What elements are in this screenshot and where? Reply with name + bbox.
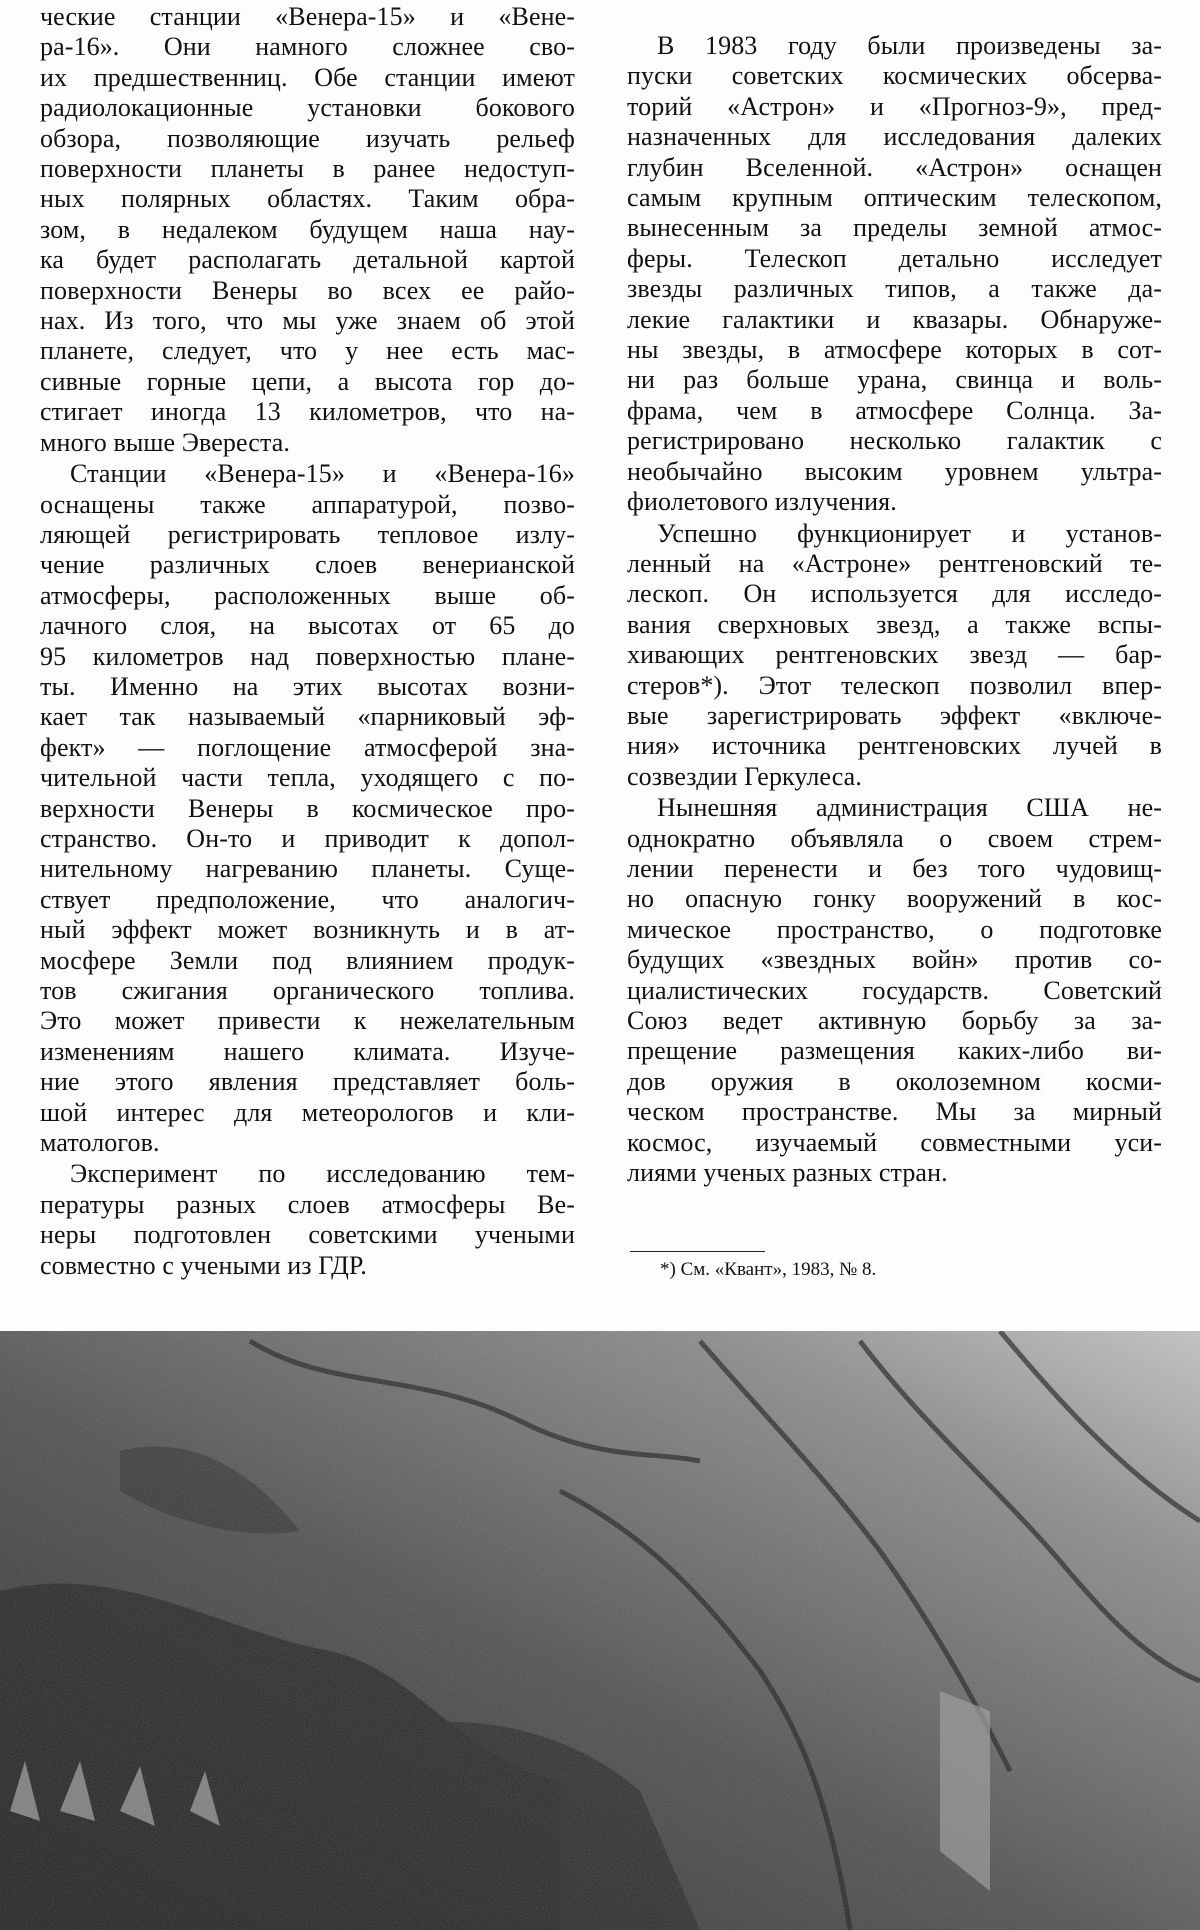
text-line: пературы разных слоев атмосферы Ве-: [40, 1189, 575, 1219]
text-line: однократно объявляла о своем стрем-: [627, 823, 1162, 853]
text-line: ный эффект может возникнуть и в ат-: [40, 915, 575, 945]
paragraph: [627, 31, 1162, 518]
text-line: нах. Из того, что мы уже знаем об этой: [40, 306, 575, 336]
text-line: стеров*). Этот телескоп позволил впер-: [627, 670, 1162, 700]
text-line: ни раз больше урана, свинца и воль-: [627, 365, 1162, 395]
text-line: циалистических государств. Советский: [627, 975, 1162, 1005]
text-line: глубин Вселенной. «Астрон» оснащен: [627, 152, 1162, 182]
paragraph: [40, 1159, 575, 1281]
text-line: 95 километров над поверхностью плане-: [40, 641, 575, 671]
text-line: изменениям нашего климата. Изуче-: [40, 1036, 575, 1066]
text-line: ствует предположение, что аналогич-: [40, 884, 575, 914]
text-line: ных полярных областях. Таким обра-: [40, 184, 575, 214]
text-line: ты. Именно на этих высотах возни-: [40, 671, 575, 701]
text-line: тов сжигания органического топлива.: [40, 976, 575, 1005]
text-line: Нынешняя администрация США не-: [657, 793, 1162, 823]
text-line: прещение размещения каких-либо ви-: [627, 1036, 1162, 1066]
text-line: много выше Эвереста.: [40, 427, 290, 457]
text-line: вынесенным за пределы земной атмос-: [627, 213, 1162, 243]
text-line: фиолетового излучения.: [627, 487, 897, 517]
text-line: Союз ведет активную борьбу за за-: [627, 1006, 1162, 1035]
paragraph: [40, 2, 575, 458]
text-line: феры. Телескоп детально исследует: [627, 243, 1162, 273]
text-line: ческом пространстве. Мы за мирный: [627, 1097, 1162, 1127]
text-line: лескоп. Он используется для исследо-: [627, 579, 1162, 609]
text-column-right: [627, 31, 1162, 1189]
text-line: ческие станции «Венера-15» и «Вене-: [40, 2, 575, 31]
text-line: вания сверхновых звезд, а также вспы-: [627, 609, 1162, 639]
paragraph: [627, 519, 1162, 793]
text-line: сивные горные цепи, а высота гор до-: [40, 366, 575, 396]
venus-surface-radar-photo: [0, 1331, 1200, 1930]
text-line: созвездии Геркулеса.: [627, 761, 862, 791]
text-line: лекие галактики и квазары. Обнаруже-: [627, 304, 1162, 334]
text-line: лиями ученых разных стран.: [627, 1158, 948, 1188]
text-line: ние этого явления представляет боль-: [40, 1067, 575, 1097]
text-line: планете, следует, что у нее есть мас-: [40, 336, 575, 366]
text-line: чение различных слоев венерианской: [40, 550, 575, 580]
footnote: *) См. «Квант», 1983, № 8.: [660, 1259, 877, 1280]
text-line: странство. Он-то и приводит к допол-: [40, 823, 575, 853]
text-line: Успешно функционирует и установ-: [657, 518, 1162, 548]
text-line: ра-16». Они намного сложнее сво-: [40, 32, 575, 62]
text-column-left: [40, 2, 575, 1282]
text-line: атмосферы, расположенных выше об-: [40, 580, 575, 610]
paragraph: [40, 459, 575, 1158]
text-line: мосфере Земли под влиянием продук-: [40, 945, 575, 975]
text-line: радиолокационные установки бокового: [40, 93, 575, 123]
text-line: ны звезды, в атмосфере которых в сот-: [627, 335, 1162, 365]
text-line: кает так называемый «парниковый эф-: [40, 702, 575, 732]
text-line: ляющей регистрировать тепловое излу-: [40, 519, 575, 549]
text-line: чительной части тепла, уходящего с по-: [40, 763, 575, 793]
text-line: их предшественниц. Обе станции имеют: [40, 62, 575, 92]
text-line: ния» источника рентгеновских лучей в: [627, 731, 1162, 761]
text-line: лачного слоя, на высотах от 65 до: [40, 611, 575, 641]
text-line: фект» — поглощение атмосферой зна-: [40, 732, 575, 762]
text-line: пуски советских космических обсерва-: [627, 61, 1162, 91]
text-line: поверхности планеты в ранее недоступ-: [40, 154, 575, 184]
text-line: оснащены также аппаратурой, позво-: [40, 489, 575, 519]
text-line: совместно с учеными из ГДР.: [40, 1250, 367, 1280]
text-line: шой интерес для метеорологов и кли-: [40, 1097, 575, 1127]
text-line: самым крупным оптическим телескопом,: [627, 183, 1162, 213]
text-line: будущих «звездных войн» против со-: [627, 945, 1162, 975]
text-line: необычайно высоким уровнем ультра-: [627, 456, 1162, 486]
text-line: В 1983 году были произведены за-: [657, 31, 1162, 60]
text-line: вые зарегистрировать эффект «включе-: [627, 700, 1162, 730]
text-line: лении перенести и без того чудовищ-: [627, 853, 1162, 883]
text-line: нительному нагреванию планеты. Суще-: [40, 854, 575, 884]
text-line: торий «Астрон» и «Прогноз-9», пред-: [627, 91, 1162, 121]
text-line: Эксперимент по исследованию тем-: [70, 1159, 575, 1189]
text-line: регистрировано несколько галактик с: [627, 426, 1162, 456]
text-line: поверхности Венеры во всех ее райо-: [40, 275, 575, 305]
text-line: фрама, чем в атмосфере Солнца. За-: [627, 395, 1162, 425]
text-line: верхности Венеры в космическое про-: [40, 793, 575, 823]
text-line: Станции «Венера-15» и «Венера-16»: [70, 459, 575, 489]
text-line: неры подготовлен советскими учеными: [40, 1220, 575, 1250]
text-line: мическое пространство, о подготовке: [627, 914, 1162, 944]
text-line: зом, в недалеком будущем наша нау-: [40, 214, 575, 244]
text-line: космос, изучаемый совместными уси-: [627, 1127, 1162, 1157]
text-line: дов оружия в околоземном косми-: [627, 1066, 1162, 1096]
paragraph: [627, 793, 1162, 1188]
text-line: Это может привести к нежелательным: [40, 1006, 575, 1036]
text-line: звезды различных типов, а также да-: [627, 274, 1162, 304]
text-line: ленный на «Астроне» рентгеновский те-: [627, 548, 1162, 578]
footnote-rule: [630, 1251, 765, 1252]
text-line: обзора, позволяющие изучать рельеф: [40, 123, 575, 153]
text-line: ка будет располагать детальной картой: [40, 245, 575, 275]
text-line: назначенных для исследования далеких: [627, 122, 1162, 152]
text-line: матологов.: [40, 1128, 160, 1158]
text-line: стигает иногда 13 километров, что на-: [40, 397, 575, 427]
text-line: хивающих рентгеновских звезд — бар-: [627, 640, 1162, 670]
text-line: но опасную гонку вооружений в кос-: [627, 884, 1162, 914]
